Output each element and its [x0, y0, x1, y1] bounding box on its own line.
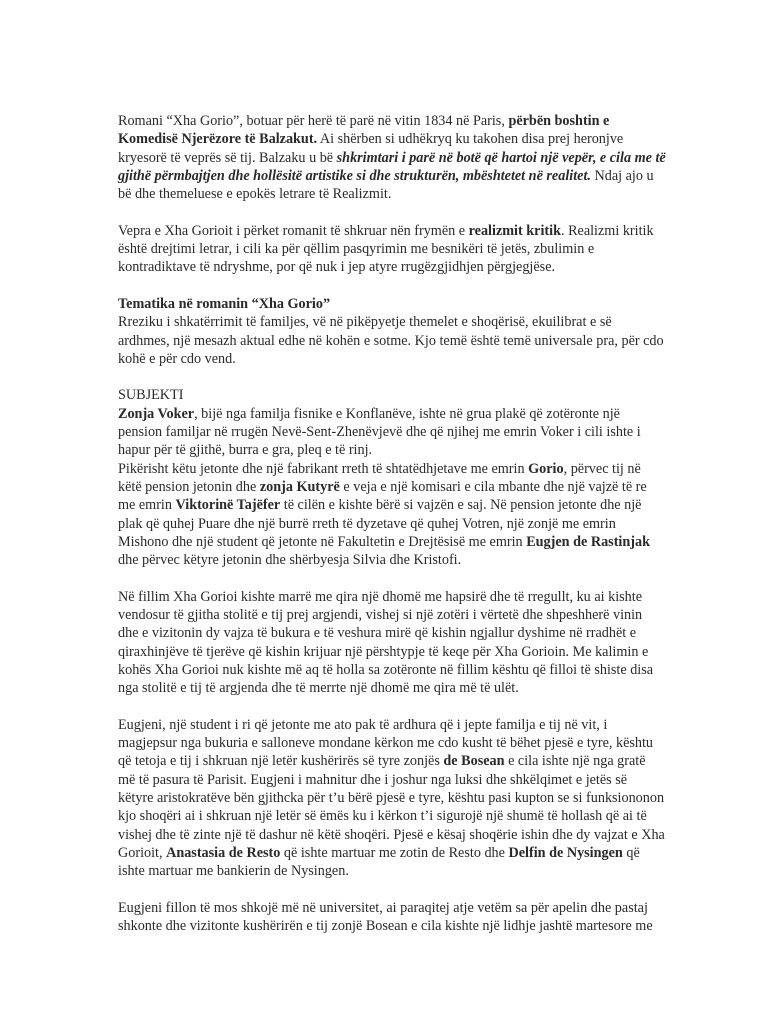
subjekti-paragraph-1 — [118, 405, 666, 460]
bold-text-run: de Bosean — [443, 753, 505, 770]
bold-text-run: përbën boshtin e Komedisë Njerëzore të Balzakut. — [118, 113, 610, 148]
bold-text-run: Zonja Voker — [118, 405, 195, 422]
bold-italic-text-run: shkrimtari i parë në botë që hartoi një vepër, e cila me të gjithë përmbajtjen dhe hollësitë artistike si dhe strukturën, mbështetet në realitet. — [118, 149, 666, 184]
eugjeni-paragraph — [118, 716, 666, 881]
text-run: të cilën e kishte bërë si vajzën e saj. Në pension jetonte dhe një plak që quhej Puare dhe një burrë rreth të dyzetave që quhej Votren, një zonjë me emrin Mishono dhe një student që jetonte në Fakultetin e Drejtësisë me emrin — [118, 497, 642, 550]
text-run: Ndaj ajo u bë dhe themeluese e epokës letrare të Realizmit. — [118, 167, 654, 203]
text-run: Romani “Xha Gorio”, botuar për herë të parë në vitin 1834 në Paris, — [118, 113, 509, 129]
text-run: , përvec tij në këtë pension jetonin dhe — [118, 460, 641, 495]
text-run: e cila ishte një nga gratë më të pasura të Parisit. Eugjeni i mahnitur dhe i joshur nga luksi dhe shkëlqimet e jetës së këtyre aristokratëve bën gjithcka për t’u bërë pjesë e tyre, kështu pasi kupton se si funksiononon kjo shoqëri ai i shkruan një letër së ëmës ku i kërkon t’i sigurojë një shumë të hollash që ai të vishej dhe të zinte një të dashur në këtë shoqëri. Pjesë e kësaj shoqërie ishin dhe dy vajzat e Xha Gorioit, — [118, 753, 665, 861]
university-paragraph: Eugjeni fillon të mos shkojë më në universitet, ai paraqitej atje vetëm sa për apelin dhe pastaj shkonte dhe vizitonte kushërirën e tij zonjë Bosean e cila kishte një lidhje jashtë martesore me — [118, 899, 653, 935]
bold-text-run: Viktorinë Tajëfer — [175, 497, 281, 514]
intro-paragraph — [118, 112, 666, 203]
realism-paragraph — [118, 222, 666, 277]
section-heading-tematika: Tematika në romanin “Xha Gorio” — [118, 295, 331, 312]
gorio-paragraph: Në fillim Xha Gorioi kishte marrë me qira një dhomë me hapsirë dhe të rregullt, ku ai kishte vendosur të gjitha stolitë e tij prej argjendi, vishej si një zotëri i vërtetë dhe shpeshherë vinin dhe e vizitonin dy vajza të bukura e të veshura mirë që kishin ngjallur dyshime në rradhët e qiraxhinjëve të tjerëve që kishin krijuar një përshtypje të keqe për Xha Gorioin. Me kalimin e kohës Xha Gorioi nuk kishte më aq të holla sa zotëronte në fillim kështu që filloi të shiste disa nga stolitë e tij të argjenda dhe të merrte një dhomë me qira më të ulët. — [118, 588, 654, 697]
bold-text-run: Anastasia de Resto — [166, 844, 281, 861]
bold-text-run: Delfin de Nysingen — [508, 844, 623, 861]
text-run: . Realizmi kritik është drejtimi letrar, i cili ka për qëllim pasqyrimin me besnikëri të jetës, zbulimin e kontradiktave të ndryshme, por që nuk i jep atyre rrugëzgjidhjen përgjegjëse. — [118, 222, 654, 276]
subjekti-paragraph-2 — [118, 460, 666, 570]
tematika-paragraph: Rreziku i shkatërrimit të familjes, vë në pikëpyetje themelet e shoqërisë, ekuilibrat e së ardhmes, një mesazh aktual edhe në kohën e sotme. Kjo temë është temë universale pra, për cdo kohë e për cdo vend. — [118, 314, 664, 367]
text-run: Eugjeni, një student i ri që jetonte me ato pak të ardhura që i jepte familja e tij në vit, i magjepsur nga bukuria e salloneve mondane kërkon me cdo kusht të bëhet pjesë e tyre, kështu që tetoja e tij i shkruan një letër kushërirës së tyre zonjës — [118, 716, 654, 770]
bold-text-run: Gorio — [528, 460, 564, 477]
text-run: Vepra e Xha Gorioit i përket romanit të shkruar nën frymën e — [118, 222, 469, 239]
text-run: Pikërisht këtu jetonte dhe një fabrikant rreth të shtatëdhjetave me emrin — [118, 460, 529, 477]
text-run: , bijë nga familja fisnike e Konflanëve, ishte në grua plakë që zotëronte një pension familjar në rrugën Nevë-Sent-Zhenëvjevë dhe që njihej me emrin Voker i cili ishte i hapur për të gjithë, burra e gra, pleq e të rinj. — [118, 405, 641, 459]
bold-text-run: zonja Kutyrë — [259, 478, 340, 495]
document-body — [118, 112, 666, 935]
text-run: dhe përvec këtyre jetonin dhe shërbyesja Silvia dhe Kristofi. — [118, 552, 462, 569]
text-run: e veja e një komisari e cila mbante dhe një vajzë të re me emrin — [118, 478, 647, 514]
text-run: Ai shërben si udhëkryq ku takohen disa prej heronjve kryesorë të veprës së tij. Balzaku u bë — [118, 131, 624, 166]
section-heading-subjekti: SUBJEKTI — [118, 387, 184, 404]
bold-text-run: realizmit kritik — [468, 222, 561, 239]
text-run: që ishte martuar me zotin de Resto dhe — [280, 844, 509, 861]
bold-text-run: Eugjen de Rastinjak — [526, 533, 650, 550]
text-run: që ishte martuar me bankierin de Nysingen. — [118, 844, 640, 880]
